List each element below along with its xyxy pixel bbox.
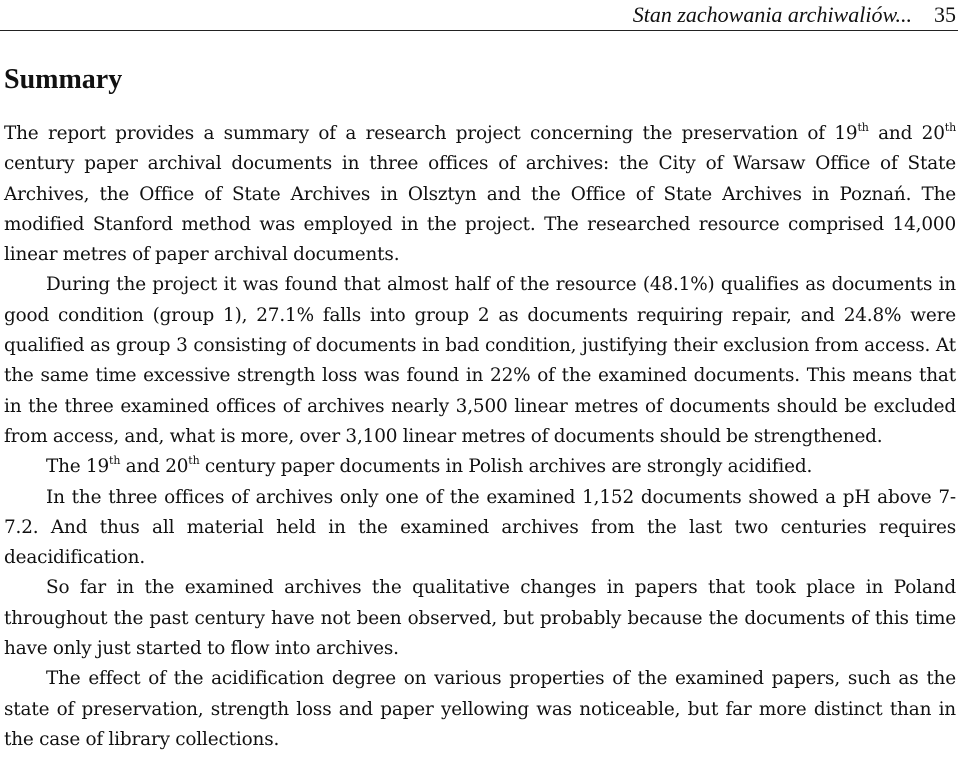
paragraph-3-text-a: The 19: [46, 456, 110, 478]
superscript-th: th: [857, 120, 869, 134]
running-title: Stan zachowania archiwaliów...: [632, 2, 912, 27]
superscript-th: th: [188, 454, 200, 468]
paragraph-3-text-b: and 20: [120, 456, 189, 478]
paragraph-5: So far in the examined archives the qualitative changes in papers that took place in Poland throughout the past century have not been observed, but probably because the documents of this time have only just started to flow into archives.: [4, 577, 956, 660]
paragraph-2: During the project it was found that almost half of the resource (48.1%) qualifies as documents in good condition (group 1), 27.1% falls into group 2 as documents requiring repair, and 24.8% were qualified as group 3 consisting of documents in bad condition, justifying their exclusion from access. At the same time excessive strength loss was found in 22% of the examined documents. This means that in the three examined offices of archives nearly 3,500 linear metres of documents should be excluded from access, and, what is more, over 3,100 linear metres of documents should be strengthened.: [4, 274, 956, 447]
running-header: [0, 2, 958, 31]
paragraph-1: [4, 119, 956, 270]
section-heading: Summary: [4, 64, 123, 95]
superscript-th: th: [109, 454, 121, 468]
paragraph-4: In the three offices of archives only one of the examined 1,152 documents showed a pH above 7-7.2. And thus all material held in the examined archives from the last two centuries requires deacidification.: [4, 486, 956, 569]
paragraph-1-text-b: and 20: [868, 123, 945, 144]
page-number: 35: [934, 2, 956, 27]
paragraph-3: [4, 452, 956, 482]
paragraph-1-text-a: The report provides a summary of a research project concerning the preservation of 19: [4, 123, 858, 144]
paragraph-6: The effect of the acidification degree on various properties of the examined papers, such as the state of preservation, strength loss and paper yellowing was noticeable, but far more distinct than in the case of library collections.: [4, 668, 956, 750]
paragraph-1-text-c: century paper archival documents in three offices of archives: the City of Warsaw Office of State Archives, the Office of State Archives in Olsztyn and the Office of State Archives in Poznań. The modified Stanford method was employed in the project. The researched resource comprised 14,000 linear metres of paper archival documents.: [4, 153, 956, 266]
paragraph-3-text-c: century paper documents in Polish archives are strongly acidified.: [199, 456, 813, 478]
superscript-th: th: [944, 120, 957, 134]
summary-body: [4, 119, 956, 755]
